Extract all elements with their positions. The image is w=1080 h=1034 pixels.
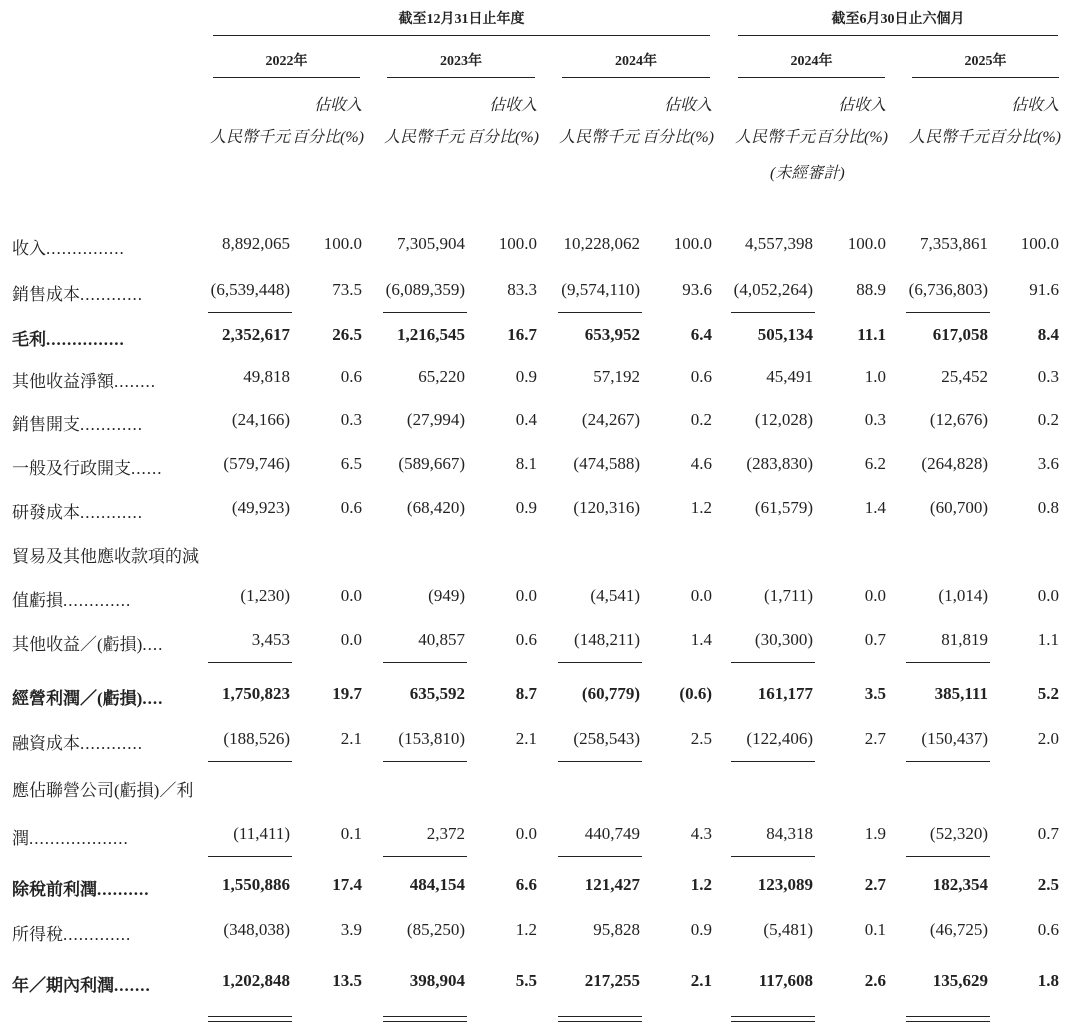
pct-cell: 0.0 [515, 824, 537, 843]
row-label [12, 454, 163, 479]
pct-cell: 1.0 [864, 367, 886, 386]
annual-group-title: 截至12月31日止年度 [398, 12, 525, 27]
pct-cell: 1.8 [1037, 971, 1059, 990]
pct-cell: 8.1 [515, 454, 537, 473]
amount-cell: (60,700) [929, 498, 988, 517]
row-leader-dots: ............... [46, 330, 125, 349]
amount-cell: 1,550,886 [222, 875, 290, 894]
pct-cell: 2.6 [864, 971, 886, 990]
pct-cell: 0.3 [864, 410, 886, 429]
amount-cell: 2,372 [426, 824, 465, 843]
row-label [12, 367, 156, 392]
pct-cell: 3.6 [1037, 454, 1059, 473]
amount-cell: 182,354 [932, 875, 988, 894]
amount-cell: (348,038) [223, 920, 290, 939]
amount-cell: 1,202,848 [222, 971, 290, 990]
amount-cell: (589,667) [398, 454, 465, 473]
row-label [12, 498, 143, 523]
pct-cell: 100.0 [673, 234, 712, 253]
row-label-text: 潤 [12, 829, 29, 848]
pct-cell: 0.0 [690, 586, 712, 605]
pct-cell: 91.6 [1029, 280, 1059, 299]
row-label [12, 971, 151, 996]
pct-label-line2: 百分比(%) [467, 129, 539, 146]
subtotal-rule [208, 662, 292, 663]
pct-cell: 0.2 [1037, 410, 1059, 429]
row-leader-dots: ............. [63, 925, 132, 944]
pct-cell: 0.8 [1037, 498, 1059, 517]
pct-cell: 17.4 [332, 875, 362, 894]
pct-cell: 2.7 [864, 729, 886, 748]
pct-label-line1: 佔收入 [1010, 97, 1059, 114]
amount-cell: (6,736,803) [908, 280, 988, 299]
row-leader-dots: ....... [114, 976, 151, 995]
pct-label-line1: 佔收入 [313, 97, 362, 114]
pct-cell: 93.6 [682, 280, 712, 299]
year-header: 2022年 [265, 54, 308, 69]
pct-cell: 2.7 [864, 875, 886, 894]
pct-cell: 0.9 [515, 367, 537, 386]
unit-rmb-label: 人民幣千元 [909, 129, 990, 146]
amount-cell: (52,320) [929, 824, 988, 843]
amount-cell: (6,539,448) [210, 280, 290, 299]
pct-cell: 0.3 [1037, 367, 1059, 386]
subtotal-rule [731, 856, 815, 857]
subtotal-rule [558, 856, 642, 857]
pct-cell: 0.0 [515, 586, 537, 605]
pct-cell: 2.1 [515, 729, 537, 748]
pct-cell: 0.2 [690, 410, 712, 429]
row-leader-dots: ............ [80, 415, 143, 434]
subtotal-rule [383, 312, 467, 313]
row-label-text: 所得稅 [12, 925, 63, 944]
row-label-text: 除稅前利潤 [12, 880, 97, 899]
pct-cell: 88.9 [856, 280, 886, 299]
row-label-text: 融資成本 [12, 734, 80, 753]
annual-group-rule [213, 35, 710, 36]
pct-label-line2: 百分比(%) [989, 129, 1061, 146]
row-label-text: 銷售開支 [12, 415, 80, 434]
pct-cell: 6.6 [515, 875, 537, 894]
pct-label-line1: 佔收入 [663, 97, 712, 114]
pct-cell: 100.0 [1020, 234, 1059, 253]
row-leader-dots: .......... [97, 880, 150, 899]
row-label-text: 值虧損 [12, 591, 63, 610]
pct-cell: 2.5 [1037, 875, 1059, 894]
amount-cell: 135,629 [932, 971, 988, 990]
row-label-text: 研發成本 [12, 503, 80, 522]
year-header: 2025年 [964, 54, 1007, 69]
row-label-text: 銷售成本 [12, 285, 80, 304]
amount-cell: 3,453 [251, 630, 290, 649]
total-double-rule [383, 1016, 467, 1017]
amount-cell: 385,111 [934, 684, 988, 703]
row-label [12, 410, 143, 435]
amount-cell: (30,300) [754, 630, 813, 649]
pct-cell: 0.6 [1037, 920, 1059, 939]
pct-label-line1: 佔收入 [837, 97, 886, 114]
interim-group-rule [738, 35, 1058, 36]
pct-cell: 100.0 [323, 234, 362, 253]
pct-cell: 0.6 [690, 367, 712, 386]
amount-cell: 8,892,065 [222, 234, 290, 253]
row-leader-dots: ...... [131, 459, 163, 478]
amount-cell: 95,828 [593, 920, 640, 939]
row-leader-dots: ............ [80, 734, 143, 753]
amount-cell: (68,420) [406, 498, 465, 517]
subtotal-rule [208, 856, 292, 857]
row-label [12, 630, 163, 655]
amount-cell: (85,250) [406, 920, 465, 939]
amount-cell: (258,543) [573, 729, 640, 748]
amount-cell: (60,779) [581, 684, 640, 703]
unaudited-note: (未經審計) [770, 165, 845, 182]
pct-cell: 2.5 [690, 729, 712, 748]
amount-cell: 653,952 [584, 325, 640, 344]
row-label [12, 920, 131, 945]
row-label-text: 貿易及其他應收款項的減 [12, 547, 199, 566]
pct-cell: 0.4 [515, 410, 537, 429]
unit-rmb-label: 人民幣千元 [559, 129, 640, 146]
year-header: 2024年 [790, 54, 833, 69]
interim-group-title: 截至6月30日止六個月 [831, 12, 965, 27]
pct-cell: 6.5 [340, 454, 362, 473]
unit-rmb-label: 人民幣千元 [384, 129, 465, 146]
row-leader-dots: ............ [80, 503, 143, 522]
row-label [12, 234, 125, 259]
amount-cell: 49,818 [243, 367, 290, 386]
pct-cell: 3.5 [864, 684, 886, 703]
amount-cell: 84,318 [766, 824, 813, 843]
pct-cell: 4.6 [690, 454, 712, 473]
total-double-rule [906, 1021, 990, 1022]
amount-cell: (12,676) [929, 410, 988, 429]
amount-cell: (46,725) [929, 920, 988, 939]
unit-rmb-label: 人民幣千元 [735, 129, 816, 146]
pct-cell: 1.2 [690, 498, 712, 517]
total-double-rule [558, 1016, 642, 1017]
subtotal-rule [731, 662, 815, 663]
amount-cell: (188,526) [223, 729, 290, 748]
amount-cell: 65,220 [418, 367, 465, 386]
subtotal-rule [558, 662, 642, 663]
row-label-text: 毛利 [12, 330, 46, 349]
pct-cell: 0.1 [340, 824, 362, 843]
row-label [12, 325, 125, 350]
pct-cell: 1.2 [690, 875, 712, 894]
pct-cell: 1.4 [690, 630, 712, 649]
amount-cell: 123,089 [757, 875, 813, 894]
amount-cell: (283,830) [746, 454, 813, 473]
subtotal-rule [208, 312, 292, 313]
amount-cell: (24,166) [231, 410, 290, 429]
pct-cell: 4.3 [690, 824, 712, 843]
amount-cell: (27,994) [406, 410, 465, 429]
amount-cell: 57,192 [593, 367, 640, 386]
pct-cell: 83.3 [507, 280, 537, 299]
pct-cell: 100.0 [847, 234, 886, 253]
row-label [12, 542, 199, 567]
amount-cell: 45,491 [766, 367, 813, 386]
pct-cell: 0.0 [340, 630, 362, 649]
row-label [12, 729, 143, 754]
pct-cell: 73.5 [332, 280, 362, 299]
year-header-rule [738, 77, 885, 78]
row-label-text: 經營利潤／(虧損) [12, 689, 143, 708]
pct-cell: 8.7 [515, 684, 537, 703]
amount-cell: 505,134 [757, 325, 813, 344]
amount-cell: (1,230) [240, 586, 290, 605]
subtotal-rule [906, 856, 990, 857]
pct-label-line2: 百分比(%) [816, 129, 888, 146]
amount-cell: (49,923) [231, 498, 290, 517]
subtotal-rule [383, 662, 467, 663]
pct-cell: 3.9 [340, 920, 362, 939]
amount-cell: 161,177 [757, 684, 813, 703]
amount-cell: (579,746) [223, 454, 290, 473]
amount-cell: 40,857 [418, 630, 465, 649]
row-label [12, 586, 131, 611]
amount-cell: (264,828) [921, 454, 988, 473]
row-label-text: 其他收益淨額 [12, 372, 114, 391]
amount-cell: (122,406) [746, 729, 813, 748]
amount-cell: (6,089,359) [385, 280, 465, 299]
amount-cell: (474,588) [573, 454, 640, 473]
row-leader-dots: .... [142, 635, 164, 654]
pct-cell: 6.4 [690, 325, 712, 344]
total-double-rule [208, 1021, 292, 1022]
amount-cell: (9,574,110) [561, 280, 640, 299]
pct-cell: 11.1 [857, 325, 886, 344]
pct-cell: 2.0 [1037, 729, 1059, 748]
amount-cell: (5,481) [763, 920, 813, 939]
year-header: 2023年 [440, 54, 482, 69]
row-leader-dots: ........ [114, 372, 156, 391]
pct-cell: 1.4 [864, 498, 886, 517]
row-label [12, 776, 193, 801]
row-leader-dots: ............. [63, 591, 132, 610]
row-leader-dots: ............... [46, 239, 125, 258]
pct-cell: 0.6 [340, 498, 362, 517]
amount-cell: (153,810) [398, 729, 465, 748]
amount-cell: (11,411) [233, 824, 290, 843]
pct-cell: 5.5 [515, 971, 537, 990]
amount-cell: (120,316) [573, 498, 640, 517]
amount-cell: 2,352,617 [222, 325, 290, 344]
pct-cell: 2.1 [340, 729, 362, 748]
subtotal-rule [731, 312, 815, 313]
amount-cell: (61,579) [754, 498, 813, 517]
row-leader-dots: ................... [29, 829, 129, 848]
amount-cell: (4,541) [590, 586, 640, 605]
pct-label-line2: 百分比(%) [642, 129, 714, 146]
subtotal-rule [906, 761, 990, 762]
pct-cell: 1.9 [864, 824, 886, 843]
row-label-text: 一般及行政開支 [12, 459, 131, 478]
total-double-rule [558, 1021, 642, 1022]
amount-cell: (949) [428, 586, 465, 605]
pct-cell: 0.6 [515, 630, 537, 649]
amount-cell: (148,211) [574, 630, 640, 649]
year-header-rule [213, 77, 360, 78]
amount-cell: 7,305,904 [397, 234, 465, 253]
pct-cell: 0.7 [864, 630, 886, 649]
subtotal-rule [558, 312, 642, 313]
pct-cell: 0.6 [340, 367, 362, 386]
row-leader-dots: .... [142, 689, 164, 708]
row-leader-dots: ............ [80, 285, 143, 304]
pct-cell: 1.2 [515, 920, 537, 939]
amount-cell: (1,014) [938, 586, 988, 605]
pct-cell: 0.3 [340, 410, 362, 429]
pct-cell: 19.7 [332, 684, 362, 703]
pct-cell: 6.2 [864, 454, 886, 473]
year-header: 2024年 [615, 54, 657, 69]
subtotal-rule [383, 856, 467, 857]
subtotal-rule [208, 761, 292, 762]
amount-cell: 4,557,398 [745, 234, 813, 253]
subtotal-rule [558, 761, 642, 762]
pct-cell: 0.0 [340, 586, 362, 605]
amount-cell: 7,353,861 [920, 234, 988, 253]
amount-cell: 635,592 [409, 684, 465, 703]
total-double-rule [383, 1021, 467, 1022]
total-double-rule [906, 1016, 990, 1017]
amount-cell: 617,058 [932, 325, 988, 344]
pct-cell: 0.0 [1037, 586, 1059, 605]
pct-cell: 0.9 [515, 498, 537, 517]
row-label [12, 280, 143, 305]
pct-cell: 2.1 [690, 971, 712, 990]
pct-cell: 0.1 [864, 920, 886, 939]
amount-cell: (24,267) [581, 410, 640, 429]
pct-cell: 0.9 [690, 920, 712, 939]
row-label-text: 年／期內利潤 [12, 976, 114, 995]
pct-cell: 5.2 [1037, 684, 1059, 703]
amount-cell: 217,255 [584, 971, 640, 990]
pct-cell: 0.0 [864, 586, 886, 605]
amount-cell: 484,154 [409, 875, 465, 894]
pct-cell: 13.5 [332, 971, 362, 990]
year-header-rule [387, 77, 535, 78]
row-label-text: 其他收益／(虧損) [12, 635, 143, 654]
row-label-text: 收入 [12, 239, 46, 258]
total-double-rule [731, 1021, 815, 1022]
amount-cell: 121,427 [584, 875, 640, 894]
amount-cell: 81,819 [941, 630, 988, 649]
pct-cell: 26.5 [332, 325, 362, 344]
pct-cell: 0.7 [1037, 824, 1059, 843]
amount-cell: 25,452 [941, 367, 988, 386]
subtotal-rule [906, 662, 990, 663]
amount-cell: 1,750,823 [222, 684, 290, 703]
pct-cell: 100.0 [498, 234, 537, 253]
row-label [12, 875, 150, 900]
subtotal-rule [731, 761, 815, 762]
amount-cell: (12,028) [754, 410, 813, 429]
year-header-rule [562, 77, 710, 78]
row-label-text: 應佔聯營公司(虧損)／利 [12, 781, 194, 800]
amount-cell: 117,608 [758, 971, 813, 990]
pct-label-line1: 佔收入 [488, 97, 537, 114]
amount-cell: 440,749 [584, 824, 640, 843]
pct-cell: (0.6) [679, 684, 712, 703]
row-label [12, 684, 163, 709]
amount-cell: 1,216,545 [397, 325, 465, 344]
pct-label-line2: 百分比(%) [292, 129, 364, 146]
amount-cell: 398,904 [409, 971, 465, 990]
amount-cell: (4,052,264) [733, 280, 813, 299]
subtotal-rule [906, 312, 990, 313]
pct-cell: 1.1 [1037, 630, 1059, 649]
amount-cell: (1,711) [764, 586, 813, 605]
pct-cell: 8.4 [1037, 325, 1059, 344]
pct-cell: 16.7 [507, 325, 537, 344]
total-double-rule [731, 1016, 815, 1017]
subtotal-rule [383, 761, 467, 762]
amount-cell: (150,437) [921, 729, 988, 748]
total-double-rule [208, 1016, 292, 1017]
unit-rmb-label: 人民幣千元 [210, 129, 291, 146]
year-header-rule [912, 77, 1059, 78]
amount-cell: 10,228,062 [563, 234, 640, 253]
row-label [12, 824, 129, 849]
